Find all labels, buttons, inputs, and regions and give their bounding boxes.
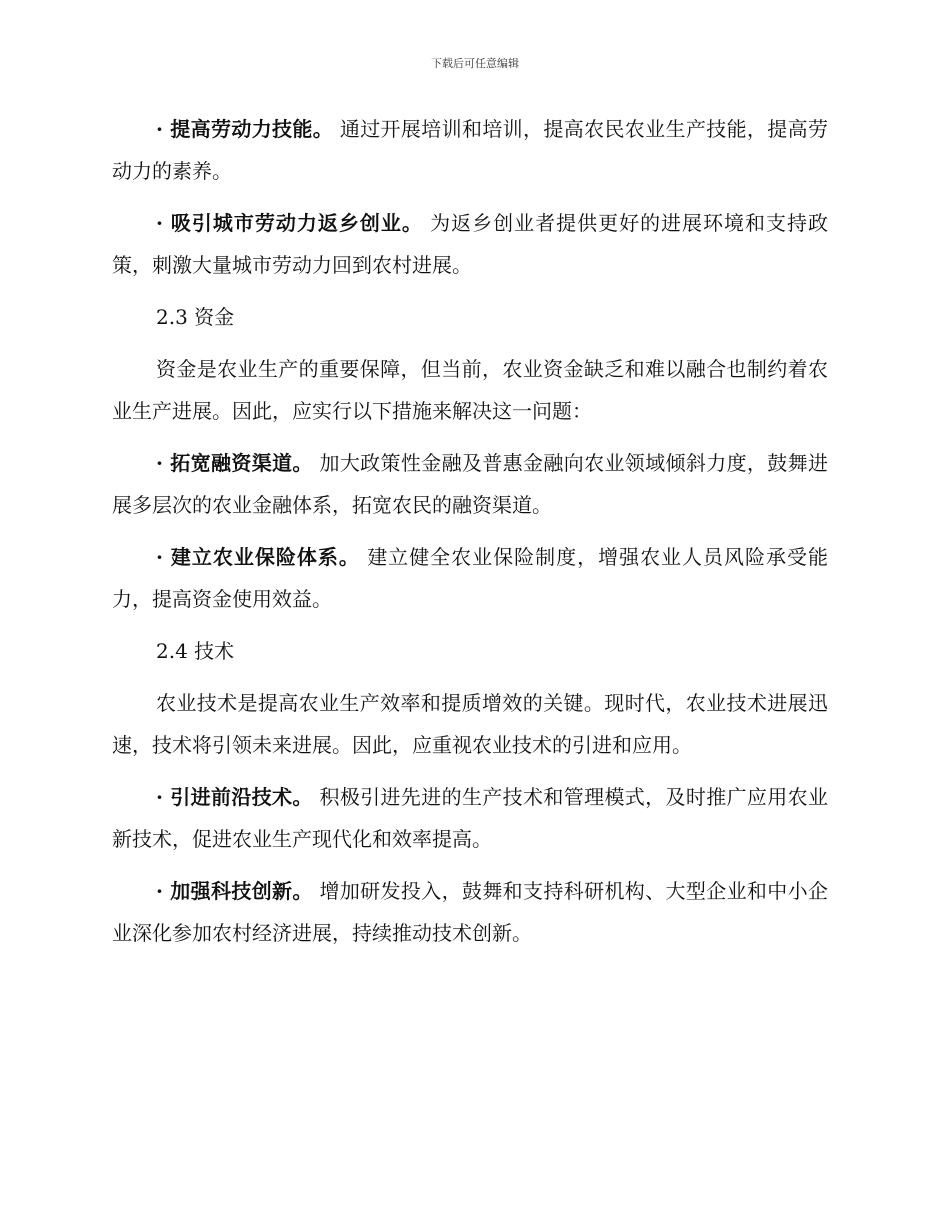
bullet-title: · 提高劳动力技能。 (156, 117, 334, 141)
bullet-financing-channels (112, 442, 828, 526)
bullet-title: · 建立农业保险体系。 (156, 545, 360, 569)
bullet-title: · 引进前沿技术。 (156, 785, 313, 809)
bullet-body: 加大政策性金融及普惠金融向农业领域倾斜力度，鼓舞进展多层次的农业金融体系，拓宽农民的融资渠道。 (112, 451, 828, 517)
bullet-title: · 加强科技创新。 (156, 879, 313, 903)
page-header: 下载后可任意编辑 (431, 57, 519, 70)
bullet-body: 增加研发投入，鼓舞和支持科研机构、大型企业和中小企业深化参加农村经济进展，持续推动技术创新。 (112, 879, 828, 945)
bullet-attract-labor (112, 202, 828, 286)
document-body (112, 108, 828, 964)
bullet-body: 为返乡创业者提供更好的进展环境和支持政策，刺激大量城市劳动力回到农村进展。 (112, 211, 828, 277)
section-heading-technology: 2.4 技术 (156, 639, 235, 663)
bullet-innovation (112, 870, 828, 954)
bullet-title: · 吸引城市劳动力返乡创业。 (156, 211, 423, 235)
section-heading-funding: 2.3 资金 (156, 305, 235, 329)
bullet-body: 通过开展培训和培训，提高农民农业生产技能，提高劳动力的素养。 (112, 117, 828, 183)
paragraph-technology: 农业技术是提高农业生产效率和提质增效的关键。现时代，农业技术进展迅速，技术将引领未来进展。因此，应重视农业技术的引进和应用。 (112, 691, 828, 757)
bullet-insurance-system (112, 536, 828, 620)
bullet-body: 建立健全农业保险制度，增强农业人员风险承受能力，提高资金使用效益。 (112, 545, 828, 611)
bullet-title: · 拓宽融资渠道。 (156, 451, 313, 475)
bullet-body: 积极引进先进的生产技术和管理模式，及时推广应用农业新技术，促进农业生产现代化和效率提高。 (112, 785, 828, 851)
bullet-labor-skills (112, 108, 828, 192)
bullet-frontier-tech (112, 776, 828, 860)
paragraph-funding: 资金是农业生产的重要保障，但当前，农业资金缺乏和难以融合也制约着农业生产进展。因此，应实行以下措施来解决这一问题： (112, 357, 828, 423)
